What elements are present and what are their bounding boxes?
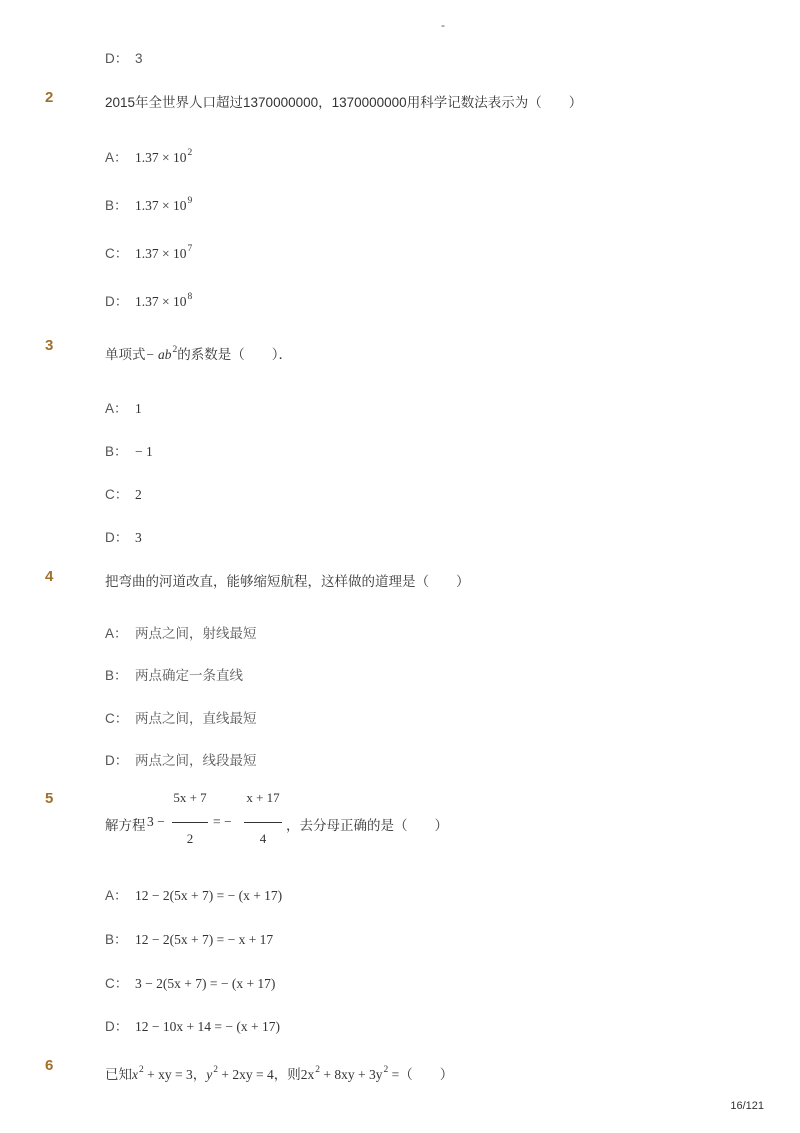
option-label: D： xyxy=(105,294,129,309)
q4-option-a[interactable] xyxy=(105,622,257,642)
option-math: $1.37 \times 10^2$ xyxy=(135,148,193,165)
option-label: A： xyxy=(105,888,128,903)
question-stem: 2015年全世界人口超过1370000000，1370000000用科学记数法表示为（ ） xyxy=(105,95,583,110)
q4-option-d[interactable] xyxy=(105,749,257,769)
option-text: 两点确定一条直线 xyxy=(135,668,243,683)
q2-option-c[interactable] xyxy=(105,242,192,262)
top-mark: - xyxy=(441,18,445,32)
question-number: 5 xyxy=(45,790,54,807)
option-label: C： xyxy=(105,487,129,502)
stem-suffix: ，去分母正确的是（ ） xyxy=(286,818,448,833)
option-label: A： xyxy=(105,626,128,641)
q3-option-c[interactable] xyxy=(105,483,142,503)
option-text: 3 xyxy=(135,530,142,545)
fraction-1 xyxy=(172,790,208,806)
option-label: C： xyxy=(105,976,129,991)
option-label: B： xyxy=(105,444,128,459)
page-number: 16/121 xyxy=(730,1100,764,1112)
fraction-numerator: x + 17 xyxy=(246,790,280,805)
option-text: 两点之间，射线最短 xyxy=(135,626,257,641)
question-stem: 把弯曲的河道改直，能够缩短航程，这样做的道理是（ ） xyxy=(105,574,470,589)
option-label: A： xyxy=(105,401,128,416)
option-text: 1 xyxy=(135,401,142,416)
option-math: $1.37 \times 10^9$ xyxy=(135,196,193,213)
q3-option-a[interactable] xyxy=(105,397,142,417)
option-label: D： xyxy=(105,753,129,768)
option-label: B： xyxy=(105,932,128,947)
option-text: 12 − 2(5x + 7) = − (x + 17) xyxy=(135,888,283,903)
q5-option-c[interactable] xyxy=(105,972,275,992)
option-text: 2 xyxy=(135,487,142,502)
fraction-bar xyxy=(244,822,282,823)
option-label: D： xyxy=(105,51,129,66)
option-label: C： xyxy=(105,711,129,726)
q2-option-a[interactable] xyxy=(105,146,192,166)
fraction-denominator: 2 xyxy=(186,831,194,846)
q2-option-d[interactable] xyxy=(105,290,192,310)
option-label: C： xyxy=(105,246,129,261)
question-number: 4 xyxy=(45,568,54,585)
option-math: $1.37 \times 10^8$ xyxy=(135,292,193,309)
option-text: 3 xyxy=(135,51,143,66)
fraction-denominator: 4 xyxy=(259,831,267,846)
stem-prefix: 解方程 xyxy=(105,818,146,833)
q3-option-b[interactable] xyxy=(105,440,153,460)
option-text: 两点之间，线段最短 xyxy=(135,753,257,768)
option-label: D： xyxy=(105,530,129,545)
q5-option-b[interactable] xyxy=(105,928,273,948)
option-label: D： xyxy=(105,1019,129,1034)
option-text: 两点之间，直线最短 xyxy=(135,711,257,726)
option-math: $1.37 \times 10^7$ xyxy=(135,244,193,261)
equation-lead: 3 − xyxy=(147,814,165,829)
q5-option-d[interactable] xyxy=(105,1015,280,1035)
option-text: 12 − 2(5x + 7) = − x + 17 xyxy=(135,932,274,947)
equation-mid: = − xyxy=(213,814,232,829)
q4-option-c[interactable] xyxy=(105,707,257,727)
q5-option-a[interactable] xyxy=(105,884,282,904)
prev-option-d[interactable] xyxy=(105,47,143,67)
question-stem: 单项式− $ab^2$的系数是（ ）． xyxy=(105,345,292,362)
option-text: 3 − 2(5x + 7) = − (x + 17) xyxy=(135,976,276,991)
question-stem: 已知$x^2$ + xy = 3，$y^2 + 2xy = 4$，则$2x^2 + 8xy + 3y^2$ =（ ） xyxy=(105,1065,454,1082)
option-label: B： xyxy=(105,198,128,213)
option-label: A： xyxy=(105,150,128,165)
fraction-numerator: 5x + 7 xyxy=(173,790,207,805)
option-text: − 1 xyxy=(135,444,153,459)
option-text: 12 − 10x + 14 = − (x + 17) xyxy=(135,1019,280,1034)
question-number: 3 xyxy=(45,337,54,354)
option-label: B： xyxy=(105,668,128,683)
q2-option-b[interactable] xyxy=(105,194,192,214)
q4-option-b[interactable] xyxy=(105,664,243,684)
fraction-bar xyxy=(172,822,208,823)
question-number: 6 xyxy=(45,1057,54,1074)
q3-option-d[interactable] xyxy=(105,526,142,546)
question-number: 2 xyxy=(45,89,54,106)
